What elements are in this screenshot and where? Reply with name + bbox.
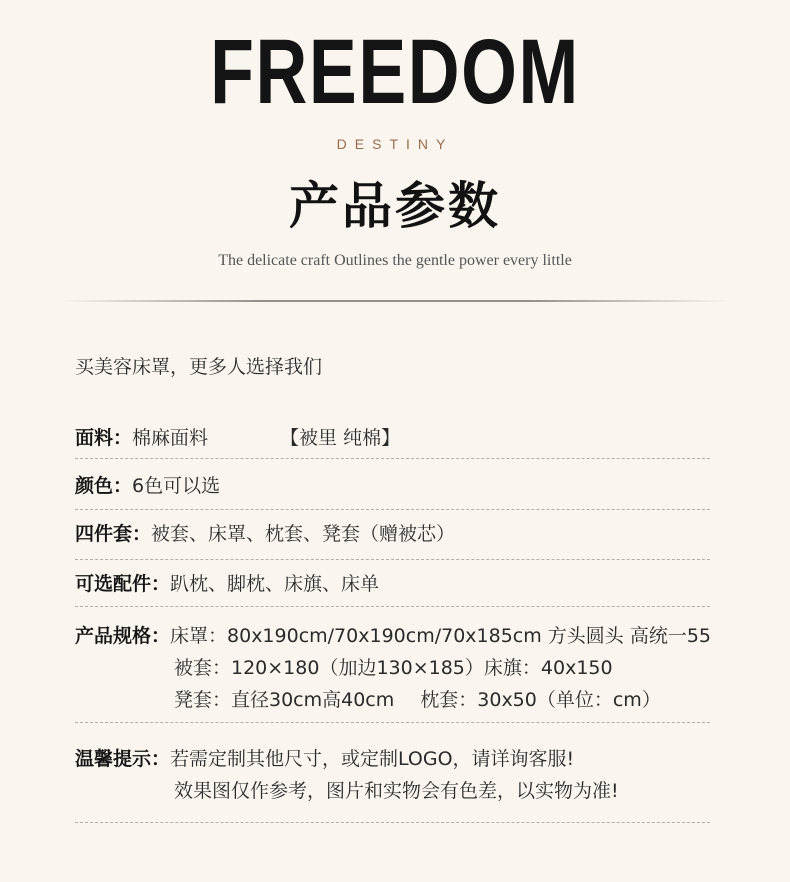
spec-value: 若需定制其他尺寸，或定制LOGO，请详询客服! bbox=[170, 748, 575, 770]
spec-value: 被套：120×180（加边130×185）床旗：40x150 bbox=[174, 657, 613, 679]
header-divider bbox=[60, 300, 730, 302]
dashed-divider bbox=[75, 559, 710, 560]
spec-row-size bbox=[75, 620, 710, 716]
dashed-divider bbox=[75, 509, 710, 510]
spec-label: 可选配件： bbox=[75, 573, 171, 595]
intro-text: 买美容床罩，更多人选择我们 bbox=[75, 356, 323, 378]
spec-value: 效果图仅作参考，图片和实物会有色差，以实物为准! bbox=[174, 780, 619, 802]
brand-subtitle: DESTINY bbox=[336, 136, 454, 152]
spec-row-fabric bbox=[75, 422, 710, 454]
spec-label: 颜色： bbox=[75, 475, 133, 497]
spec-value: 凳套：直径30cm高40cm bbox=[174, 689, 395, 711]
spec-value: 枕套：30x50（单位：cm） bbox=[420, 689, 661, 711]
spec-label: 面料： bbox=[75, 427, 133, 449]
spec-label: 产品规格： bbox=[75, 625, 171, 647]
spec-value: 棉麻面料 bbox=[132, 427, 209, 449]
dashed-divider bbox=[75, 822, 710, 823]
spec-label: 四件套： bbox=[75, 523, 152, 545]
spec-value: 被套、床罩、枕套、凳套（赠被芯） bbox=[151, 523, 456, 545]
spec-value: 6色可以选 bbox=[132, 475, 221, 497]
spec-row-color bbox=[75, 470, 710, 502]
spec-row-optional bbox=[75, 568, 710, 600]
brand-logo: FREEDOM bbox=[210, 21, 580, 123]
spec-row-set bbox=[75, 518, 710, 550]
spec-value: 趴枕、脚枕、床旗、床单 bbox=[170, 573, 380, 595]
tagline: The delicate craft Outlines the gentle power every little bbox=[218, 252, 572, 269]
spec-row-tips bbox=[75, 743, 710, 807]
section-title: 产品参数 bbox=[289, 177, 501, 235]
spec-value: 床罩：80x190cm/70x190cm/70x185cm 方头圆头 高统一55 bbox=[170, 625, 711, 647]
spec-label: 温馨提示： bbox=[75, 748, 171, 770]
dashed-divider bbox=[75, 458, 710, 459]
dashed-divider bbox=[75, 722, 710, 723]
dashed-divider bbox=[75, 606, 710, 607]
spec-extra: 【被里 纯棉】 bbox=[280, 427, 401, 449]
